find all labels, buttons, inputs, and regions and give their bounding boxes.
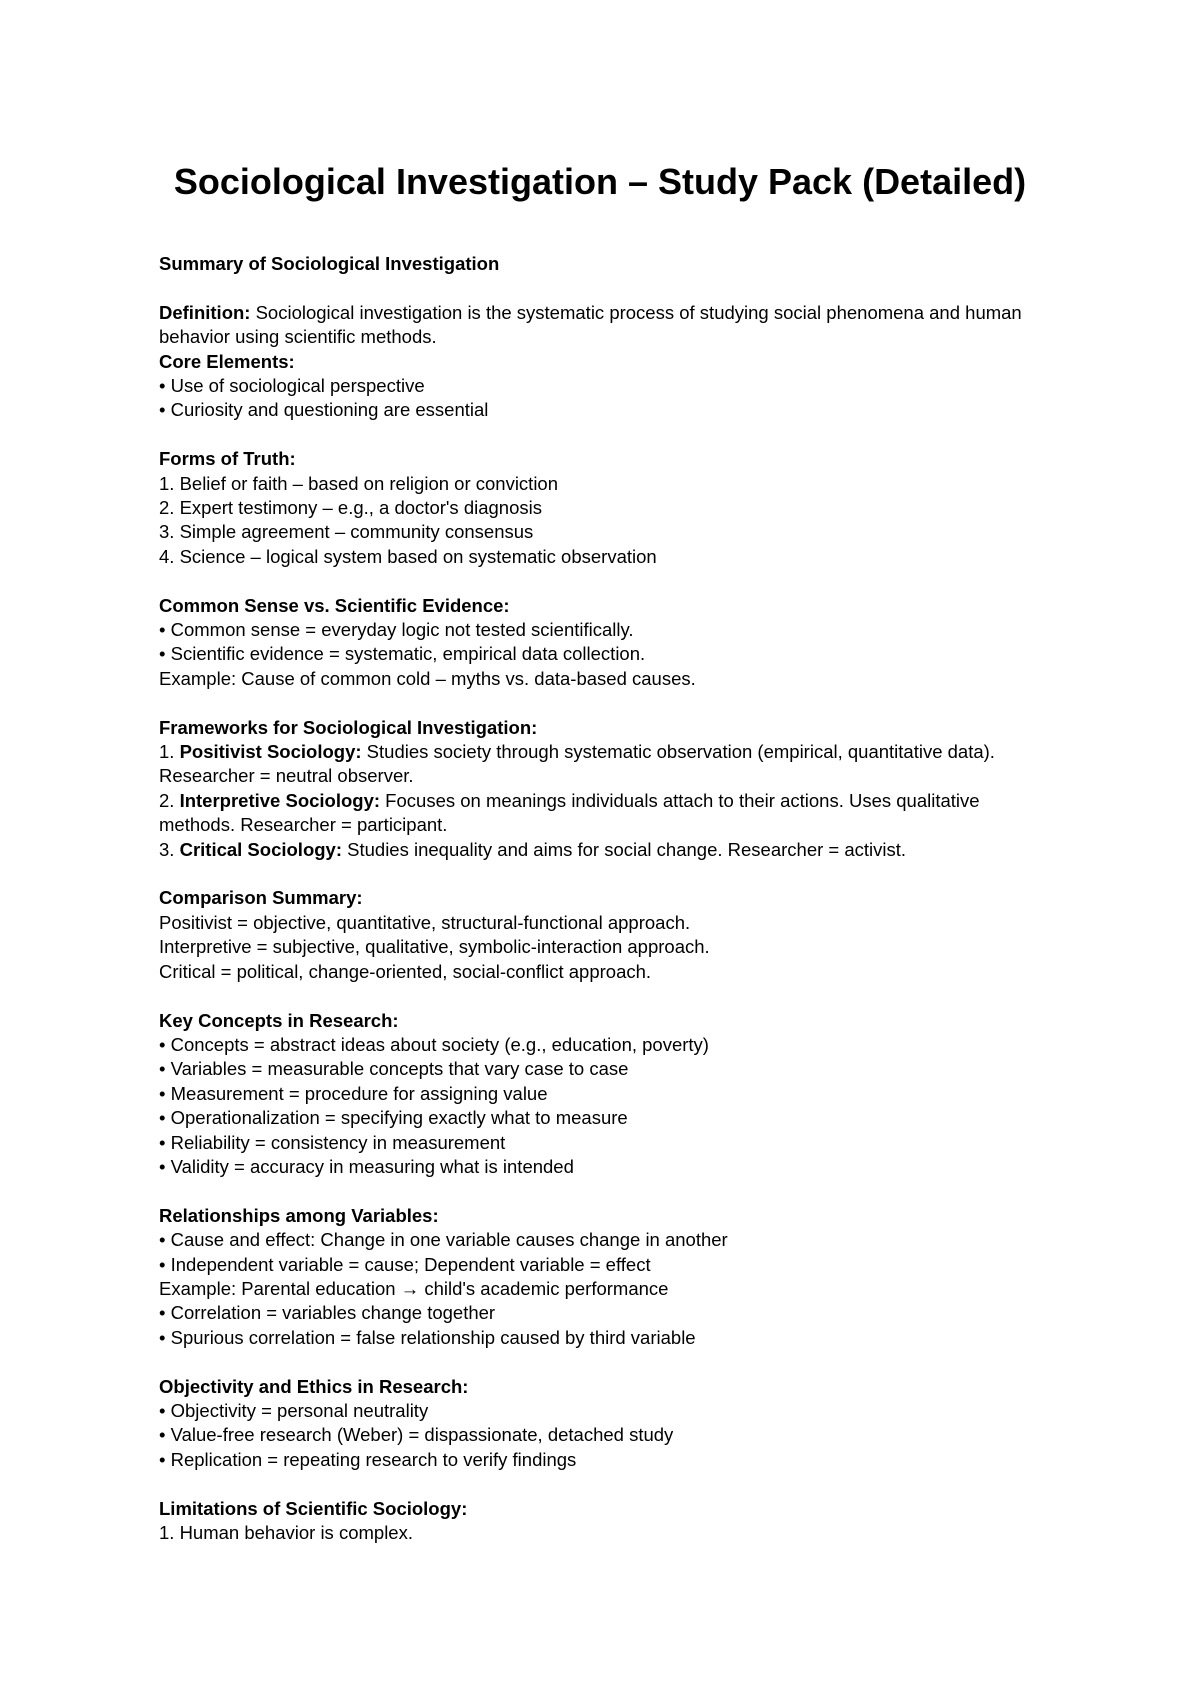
- framework-text: Studies inequality and aims for social change. Researcher = activist.: [342, 838, 907, 860]
- framework-label: Positivist Sociology:: [179, 741, 362, 763]
- section-heading-common-sense: Common Sense vs. Scientific Evidence:: [159, 594, 510, 616]
- spacer: [159, 984, 1059, 1008]
- framework-item: [159, 789, 1059, 838]
- list-item: • Measurement = procedure for assigning value: [159, 1082, 548, 1104]
- framework-number: 3.: [159, 838, 180, 860]
- list-item: • Spurious correlation = false relationship caused by third variable: [159, 1326, 696, 1348]
- list-item: 1. Human behavior is complex.: [159, 1521, 413, 1543]
- list-item: • Correlation = variables change together: [159, 1302, 496, 1324]
- list-item: • Objectivity = personal neutrality: [159, 1399, 429, 1421]
- list-item: • Reliability = consistency in measurement: [159, 1131, 506, 1153]
- spacer: [159, 1350, 1059, 1374]
- list-item: • Scientific evidence = systematic, empirical data collection.: [159, 643, 646, 665]
- section-heading-concepts: Key Concepts in Research:: [159, 1009, 399, 1031]
- list-item: Example: Parental education → child's academic performance: [159, 1277, 669, 1299]
- section-heading-comparison: Comparison Summary:: [159, 887, 363, 909]
- list-item: • Curiosity and questioning are essential: [159, 399, 489, 421]
- list-item: • Independent variable = cause; Dependent variable = effect: [159, 1253, 651, 1275]
- list-item: Interpretive = subjective, qualitative, symbolic-interaction approach.: [159, 936, 710, 958]
- list-item: Example: Cause of common cold – myths vs. data-based causes.: [159, 667, 696, 689]
- framework-text: Focuses on meanings individuals attach to their actions. Uses qualitative methods. Researcher = participant.: [159, 789, 980, 836]
- document-body: [159, 252, 1059, 1545]
- list-item: 1. Belief or faith – based on religion or conviction: [159, 472, 559, 494]
- definition-text: Sociological investigation is the systematic process of studying social phenomena and human behavior using scientific methods.: [159, 301, 1022, 348]
- list-item: • Concepts = abstract ideas about society (e.g., education, poverty): [159, 1033, 709, 1055]
- list-item: • Cause and effect: Change in one variable causes change in another: [159, 1229, 728, 1251]
- spacer: [159, 423, 1059, 447]
- list-item: 3. Simple agreement – community consensus: [159, 521, 534, 543]
- list-item: • Operationalization = specifying exactly what to measure: [159, 1107, 628, 1129]
- spacer: [159, 862, 1059, 886]
- list-item: Positivist = objective, quantitative, structural-functional approach.: [159, 911, 691, 933]
- spacer: [159, 691, 1059, 715]
- section-heading-ethics: Objectivity and Ethics in Research:: [159, 1375, 469, 1397]
- list-item: • Common sense = everyday logic not tested scientifically.: [159, 619, 634, 641]
- section-heading-limitations: Limitations of Scientific Sociology:: [159, 1497, 468, 1519]
- spacer: [159, 569, 1059, 593]
- section-heading-summary: Summary of Sociological Investigation: [159, 253, 500, 274]
- section-heading-relationships: Relationships among Variables:: [159, 1204, 439, 1226]
- framework-item: [159, 838, 1059, 862]
- definition-label: Definition:: [159, 301, 251, 323]
- list-item: • Use of sociological perspective: [159, 375, 425, 397]
- section-heading-truth: Forms of Truth:: [159, 448, 296, 470]
- framework-number: 1.: [159, 741, 180, 763]
- section-heading-frameworks: Frameworks for Sociological Investigation:: [159, 716, 538, 738]
- list-item: • Replication = repeating research to verify findings: [159, 1448, 577, 1470]
- framework-text: Studies society through systematic observation (empirical, quantitative data). Researcher = neutral observer.: [159, 741, 995, 787]
- list-item: • Validity = accuracy in measuring what is intended: [159, 1155, 574, 1177]
- framework-label: Critical Sociology:: [179, 838, 342, 860]
- definition-paragraph: [159, 301, 1059, 350]
- list-item: Critical = political, change-oriented, social-conflict approach.: [159, 960, 652, 982]
- spacer: [159, 1179, 1059, 1203]
- framework-label: Interpretive Sociology:: [179, 789, 381, 811]
- framework-number: 2.: [159, 789, 180, 811]
- list-item: 4. Science – logical system based on systematic observation: [159, 545, 657, 567]
- spacer: [159, 276, 1059, 300]
- list-item: • Value-free research (Weber) = dispassionate, detached study: [159, 1424, 674, 1446]
- framework-item: [159, 740, 1059, 789]
- spacer: [159, 1472, 1059, 1496]
- list-item: 2. Expert testimony – e.g., a doctor's diagnosis: [159, 497, 542, 519]
- document-title: Sociological Investigation – Study Pack (Detailed): [173, 161, 1027, 202]
- list-item: • Variables = measurable concepts that vary case to case: [159, 1058, 629, 1080]
- core-elements-heading: Core Elements:: [159, 350, 295, 372]
